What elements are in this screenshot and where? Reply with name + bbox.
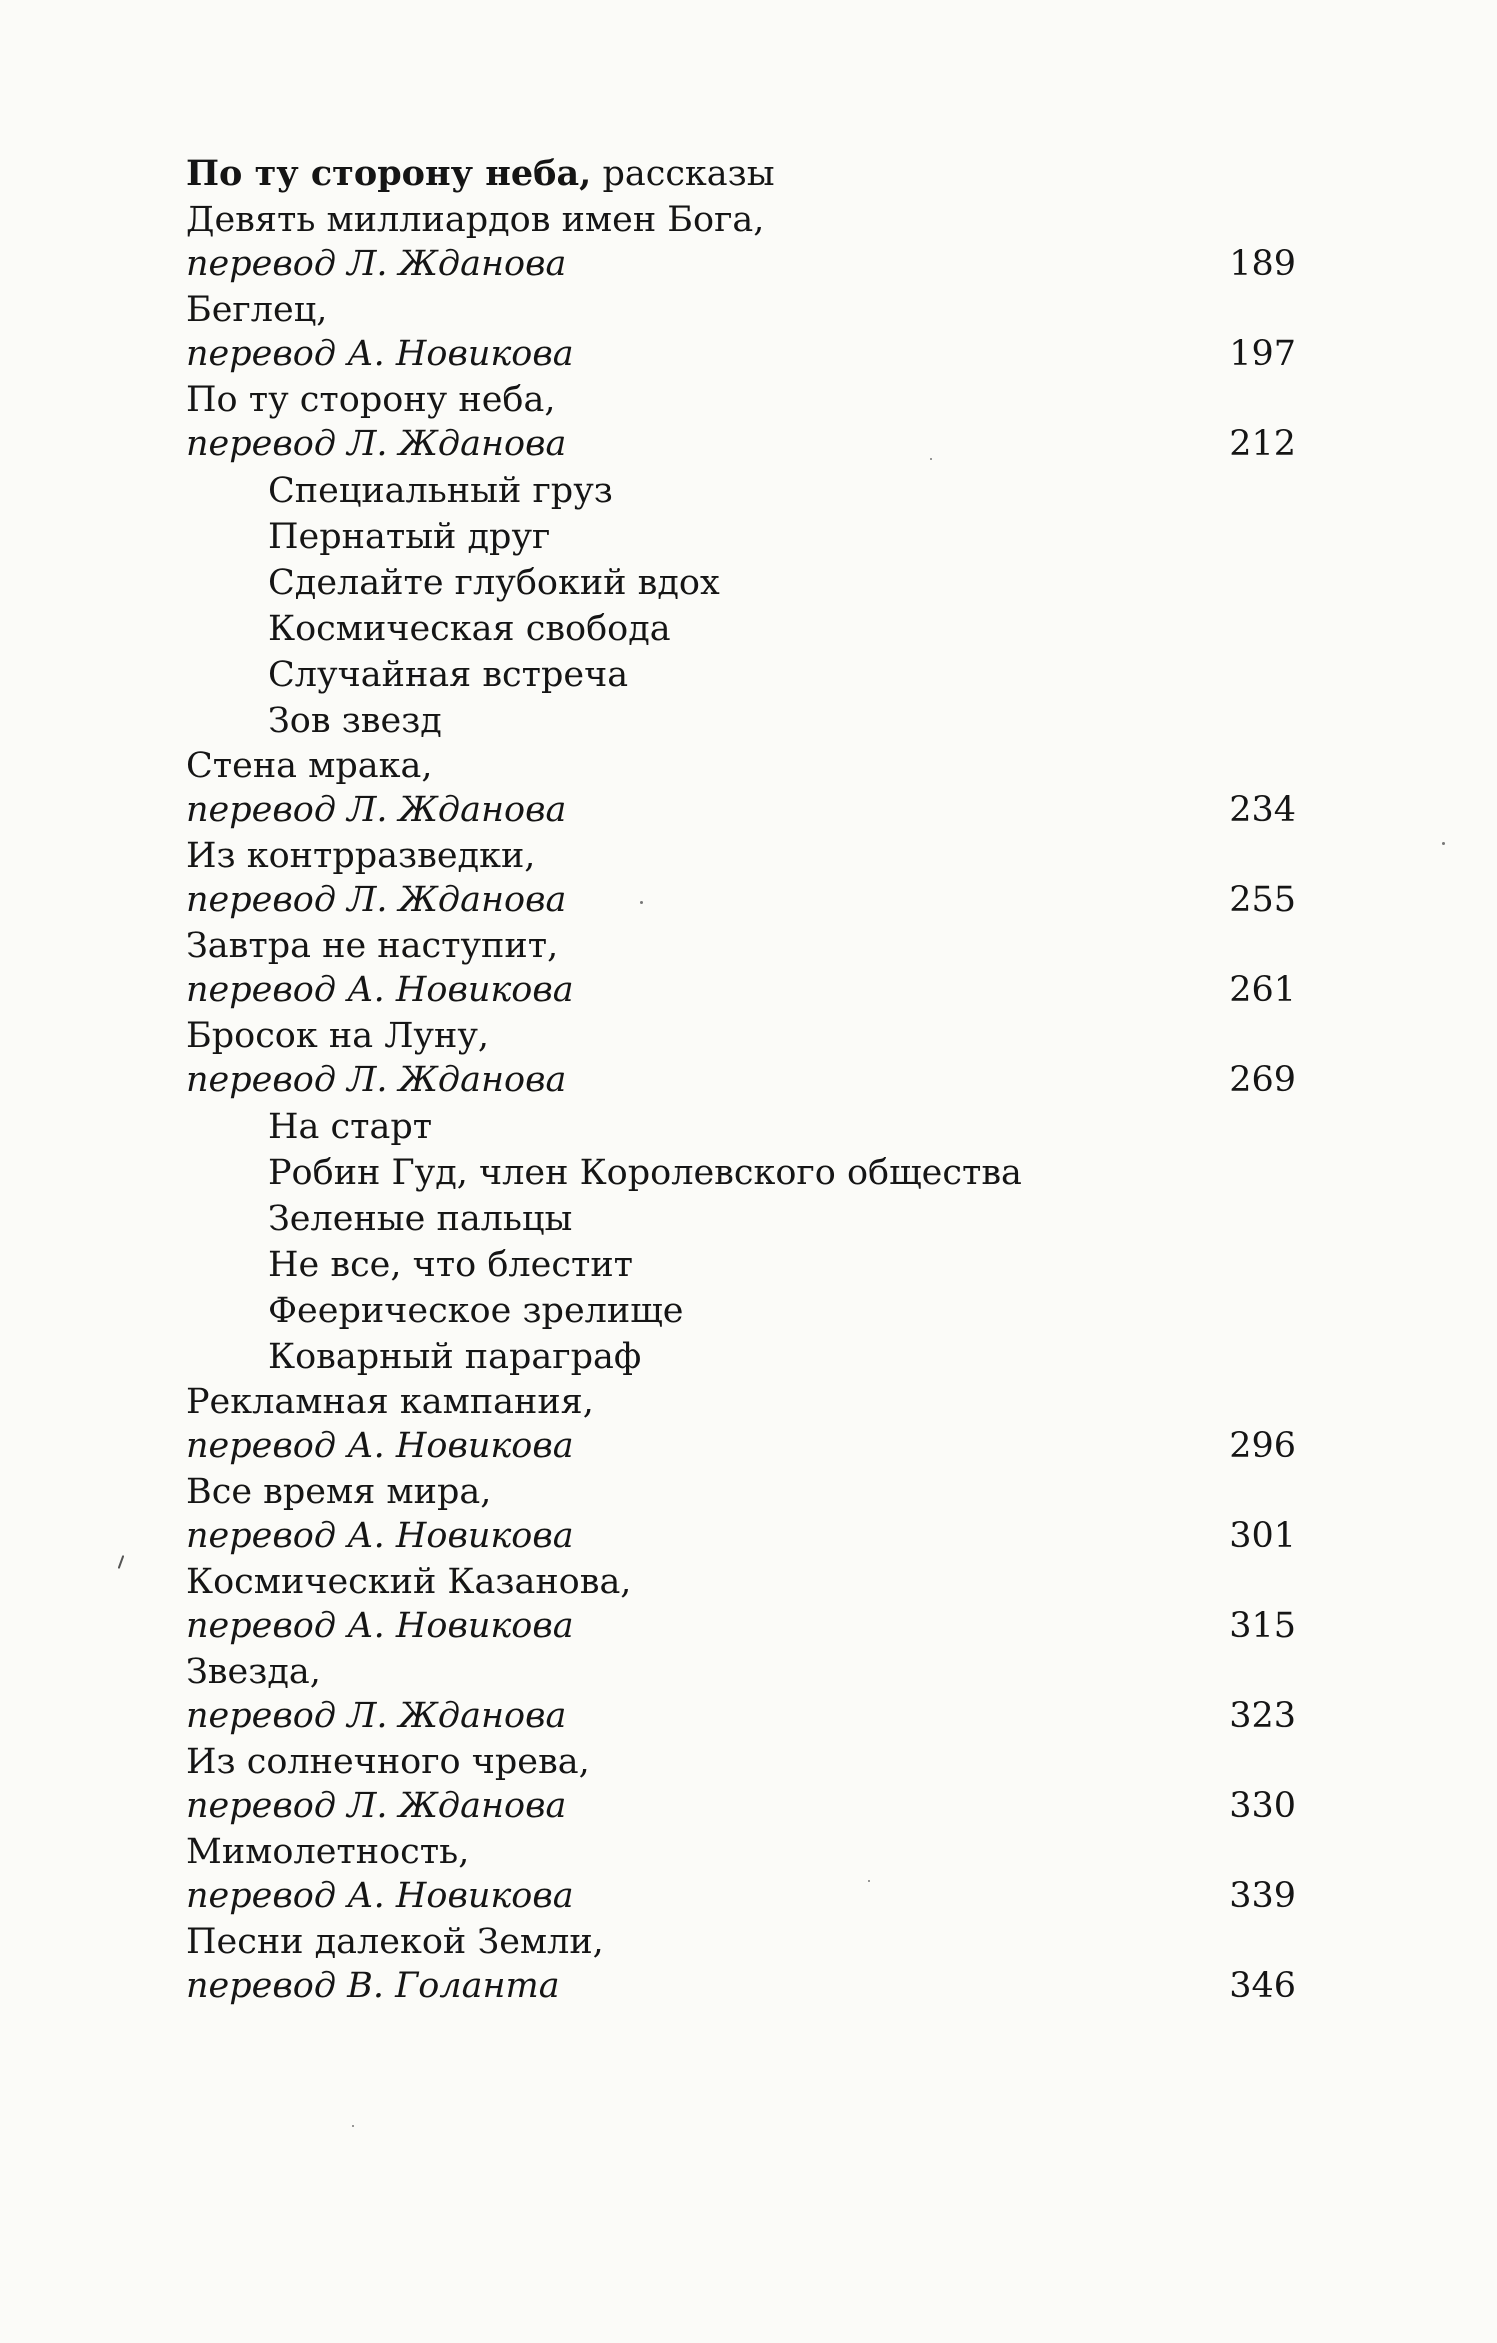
entry-page-number: 296 [1229, 1426, 1296, 1466]
scan-speck [868, 1880, 870, 1882]
entry-title: Беглец, [186, 290, 328, 330]
scan-speck [930, 458, 932, 460]
entry-translator: перевод Л. Жданова [186, 1696, 567, 1736]
entry-translator-line [186, 1424, 1296, 1470]
entry-translator-line [186, 878, 1296, 924]
entry-translator: перевод Л. Жданова [186, 424, 567, 464]
sub-story-item: Специальный груз [268, 471, 613, 511]
entry-translator: перевод А. Новикова [186, 1426, 574, 1466]
section-heading-bold: По ту сторону неба, [186, 153, 592, 194]
entry-translator: перевод Л. Жданова [186, 1786, 567, 1826]
toc-entry [186, 1830, 1296, 1920]
toc-entry [186, 198, 1296, 288]
entry-page-number: 269 [1229, 1060, 1296, 1100]
entry-title: Мимолетность, [186, 1832, 470, 1872]
entry-translator: перевод А. Новикова [186, 970, 574, 1010]
entry-page-number: 255 [1229, 880, 1296, 920]
scan-speck [640, 901, 643, 904]
toc-entry [186, 288, 1296, 378]
sub-story-list [186, 468, 1296, 744]
entry-page-number: 234 [1229, 790, 1296, 830]
entry-title: Из солнечного чрева, [186, 1742, 590, 1782]
entry-translator-line [186, 1604, 1296, 1650]
toc-entry [186, 1920, 1296, 2010]
entry-translator: перевод А. Новикова [186, 334, 574, 374]
toc-entry [186, 1380, 1296, 1470]
sub-story-item: Случайная встреча [268, 655, 629, 695]
toc-entry [186, 924, 1296, 1014]
entry-title: Песни далекой Земли, [186, 1922, 604, 1962]
entry-translator: перевод А. Новикова [186, 1876, 574, 1916]
sub-story-item: Сделайте глубокий вдох [268, 563, 720, 603]
entry-page-number: 212 [1229, 424, 1296, 464]
entry-page-number: 339 [1229, 1876, 1296, 1916]
entry-title: Все время мира, [186, 1472, 492, 1512]
scan-speck [118, 1555, 125, 1569]
entry-translator: перевод Л. Жданова [186, 244, 567, 284]
entry-translator-line [186, 1058, 1296, 1104]
sub-story-item: Зов звезд [268, 701, 442, 741]
entry-translator: перевод Л. Жданова [186, 880, 567, 920]
entry-translator-line [186, 1694, 1296, 1740]
entry-page-number: 197 [1229, 334, 1296, 374]
entry-translator-line [186, 1514, 1296, 1560]
table-of-contents [186, 152, 1296, 2010]
scan-speck [1442, 842, 1445, 845]
entry-title: Звезда, [186, 1652, 321, 1692]
sub-story-item: Робин Гуд, член Королевского общества [268, 1153, 1022, 1193]
toc-entry [186, 1650, 1296, 1740]
entry-title: Девять миллиардов имен Бога, [186, 200, 765, 240]
toc-entries [186, 198, 1296, 2010]
entry-title: По ту сторону неба, [186, 380, 556, 420]
entry-page-number: 323 [1229, 1696, 1296, 1736]
entry-title: Из контрразведки, [186, 836, 536, 876]
entry-page-number: 261 [1229, 970, 1296, 1010]
entry-page-number: 346 [1229, 1966, 1296, 2006]
entry-translator-line [186, 242, 1296, 288]
entry-translator: перевод Л. Жданова [186, 790, 567, 830]
scan-speck [352, 2125, 354, 2127]
sub-story-item: Пернатый друг [268, 517, 551, 557]
entry-title: Рекламная кампания, [186, 1382, 594, 1422]
sub-story-item: Феерическое зрелище [268, 1291, 684, 1331]
toc-entry [186, 834, 1296, 924]
entry-translator-line [186, 1784, 1296, 1830]
section-heading-rest: рассказы [591, 154, 775, 194]
entry-title: Бросок на Луну, [186, 1016, 490, 1056]
entry-title: Стена мрака, [186, 746, 433, 786]
entry-translator: перевод А. Новикова [186, 1516, 574, 1556]
entry-page-number: 330 [1229, 1786, 1296, 1826]
sub-story-item: Не все, что блестит [268, 1245, 634, 1285]
toc-entry [186, 378, 1296, 744]
entry-translator: перевод А. Новикова [186, 1606, 574, 1646]
sub-story-list [186, 1104, 1296, 1380]
entry-translator: перевод В. Голанта [186, 1966, 560, 2006]
entry-translator-line [186, 1874, 1296, 1920]
section-heading [186, 152, 1296, 198]
toc-entry [186, 1470, 1296, 1560]
entry-translator-line [186, 788, 1296, 834]
entry-translator: перевод Л. Жданова [186, 1060, 567, 1100]
entry-translator-line [186, 332, 1296, 378]
entry-page-number: 315 [1229, 1606, 1296, 1646]
sub-story-item: Зеленые пальцы [268, 1199, 573, 1239]
entry-title: Завтра не наступит, [186, 926, 559, 966]
sub-story-item: Космическая свобода [268, 609, 671, 649]
entry-page-number: 301 [1229, 1516, 1296, 1556]
toc-entry [186, 1014, 1296, 1380]
entry-translator-line [186, 422, 1296, 468]
toc-entry [186, 1740, 1296, 1830]
entry-translator-line [186, 1964, 1296, 2010]
entry-page-number: 189 [1229, 244, 1296, 284]
entry-translator-line [186, 968, 1296, 1014]
toc-entry [186, 1560, 1296, 1650]
sub-story-item: На старт [268, 1107, 433, 1147]
entry-title: Космический Казанова, [186, 1562, 632, 1602]
toc-entry [186, 744, 1296, 834]
sub-story-item: Коварный параграф [268, 1337, 642, 1377]
